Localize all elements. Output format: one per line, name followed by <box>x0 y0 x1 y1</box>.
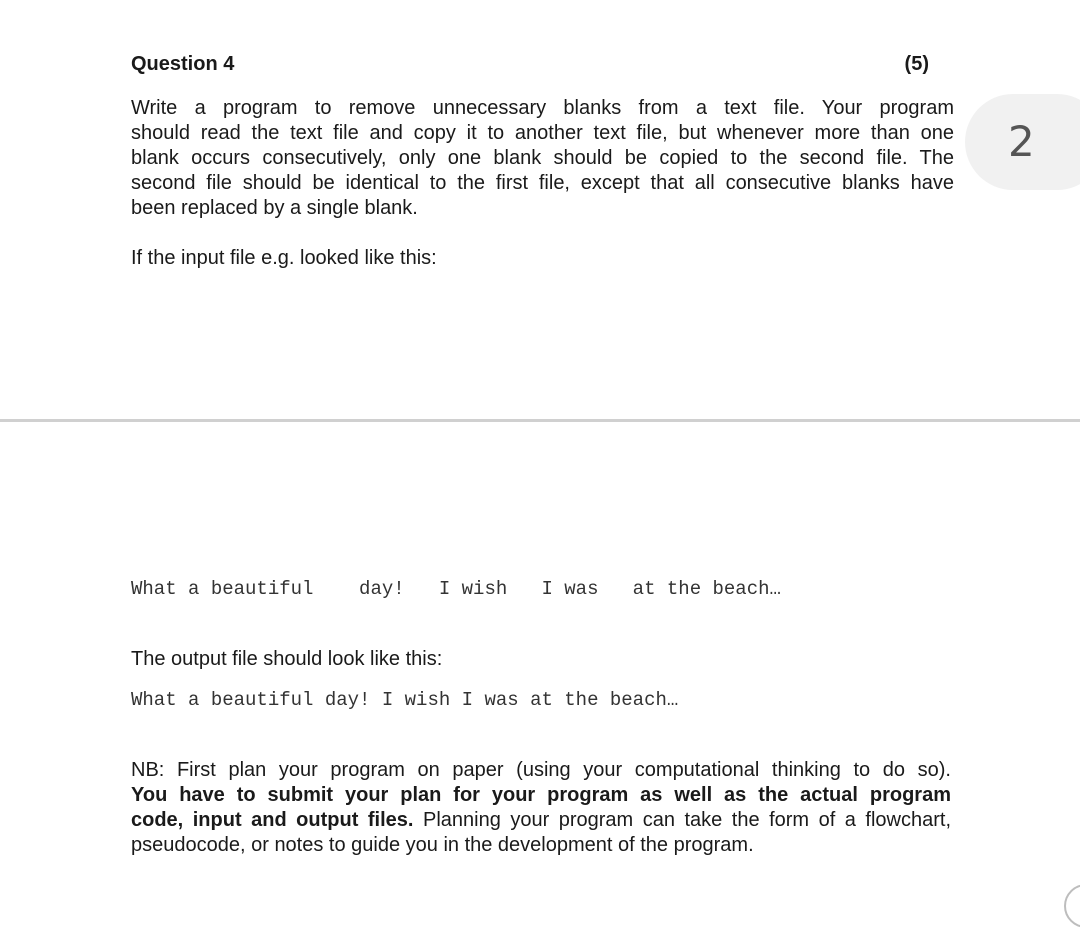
instructions-line: should read the text file and copy it to another text file, but whenever more than one <box>131 122 954 144</box>
page-number: 2 <box>1008 117 1035 166</box>
note-line-bold <box>131 783 951 808</box>
note-line-mixed <box>131 808 951 833</box>
note-line: pseudocode, or notes to guide you in the development of the program. <box>131 834 754 856</box>
instructions-line: Write a program to remove unnecessary blanks from a text file. Your program <box>131 97 954 119</box>
instructions-paragraph <box>131 96 954 221</box>
question-title: Question 4 <box>131 53 235 75</box>
note-line: NB: First plan your program on paper (using your computational thinking to do so). <box>131 759 951 781</box>
page-divider <box>0 419 1080 422</box>
note-bold-text: You have to submit your plan for your program as well as the actual program <box>131 784 951 806</box>
instructions-line: been replaced by a single blank. <box>131 197 418 219</box>
instructions-line: second file should be identical to the first file, except that all consecutive blanks have <box>131 172 954 194</box>
note-text: Planning your program can take the form of a flowchart, <box>413 809 952 831</box>
question-marks: (5) <box>904 53 929 75</box>
input-intro: If the input file e.g. looked like this: <box>131 247 437 269</box>
note-paragraph <box>131 758 951 858</box>
question-heading <box>131 53 929 79</box>
input-example: What a beautiful day! I wish I was at the beach… <box>131 578 781 600</box>
instructions-line: blank occurs consecutively, only one blank should be copied to the second file. The <box>131 147 954 169</box>
output-intro: The output file should look like this: <box>131 648 443 670</box>
scroll-corner-indicator <box>1064 884 1080 928</box>
note-bold-text: code, input and output files. <box>131 809 414 831</box>
output-example: What a beautiful day! I wish I was at the beach… <box>131 689 679 711</box>
